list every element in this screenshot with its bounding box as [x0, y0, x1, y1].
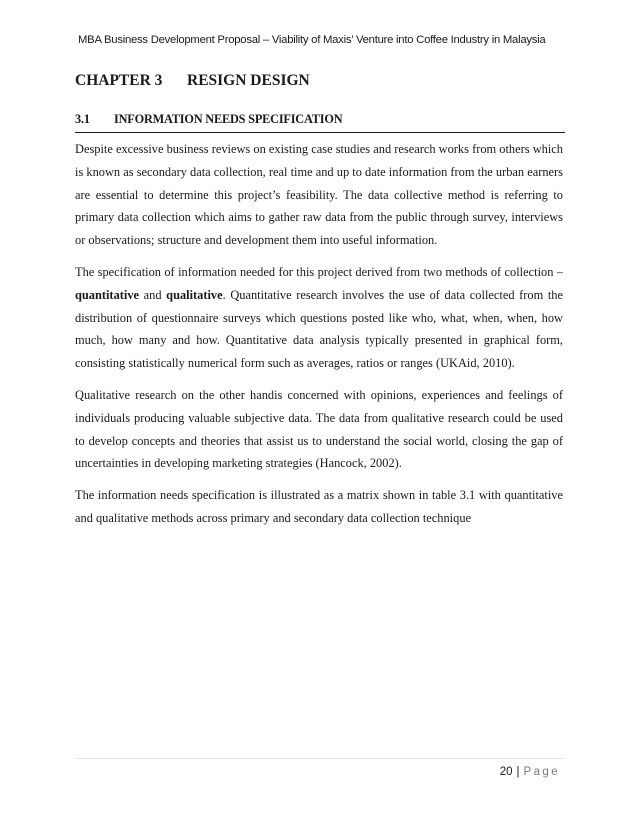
section-number: 3.1 [75, 112, 90, 126]
section-title: INFORMATION NEEDS SPECIFICATION [114, 112, 343, 126]
running-header: MBA Business Development Proposal – Viability of Maxis’ Venture into Coffee Industry in Malaysia [78, 34, 546, 46]
paragraph-collection-methods [75, 261, 563, 375]
term-quantitative: quantitative [75, 287, 140, 302]
section-divider [75, 132, 565, 133]
page-separator: | [516, 766, 520, 778]
chapter-title: RESIGN DESIGN [187, 72, 310, 89]
chapter-number: CHAPTER 3 [75, 72, 163, 89]
term-qualitative: qualitative [166, 287, 223, 302]
paragraph-conjunction: and [139, 287, 167, 302]
paragraph-rest: . Quantitative research involves the use of data collected from the distribution of questionnaire surveys which questions posted like who, what, when, when, how much, how many and how. Quantitative data analysis typically presented in graphical form, consisting statistically numerical form such as averages, ratios or ranges (UKAid, 2010). [75, 287, 563, 371]
page-label: Page [523, 766, 560, 778]
page-footer [500, 766, 560, 778]
page-number: 20 [499, 766, 513, 778]
chapter-heading [75, 72, 310, 90]
footer-divider [75, 758, 565, 759]
section-heading [75, 112, 565, 127]
body-text [75, 138, 563, 539]
paragraph-lead: The specification of information needed for this project derived from two methods of collection – [75, 264, 563, 279]
paragraph-matrix-intro: The information needs specification is illustrated as a matrix shown in table 3.1 with quantitative and qualitative methods across primary and secondary data collection technique [75, 488, 563, 525]
paragraph-qualitative-research: Qualitative research on the other handis concerned with opinions, experiences and feelings of individuals producing valuable subjective data. The data from qualitative research could be used to develop concepts and theories that assist us to understand the social world, closing the gap of uncertainties in developing marketing strategies (Hancock, 2002). [75, 387, 563, 471]
paragraph-secondary-data: Despite excessive business reviews on existing case studies and research works from others which is known as secondary data collection, real time and up to date information from the urban earners are essential to determine this project’s feasibility. The data collective method is referring to primary data collection which aims to gather raw data from the public through survey, interviews or observations; structure and development them into useful information. [75, 142, 563, 248]
